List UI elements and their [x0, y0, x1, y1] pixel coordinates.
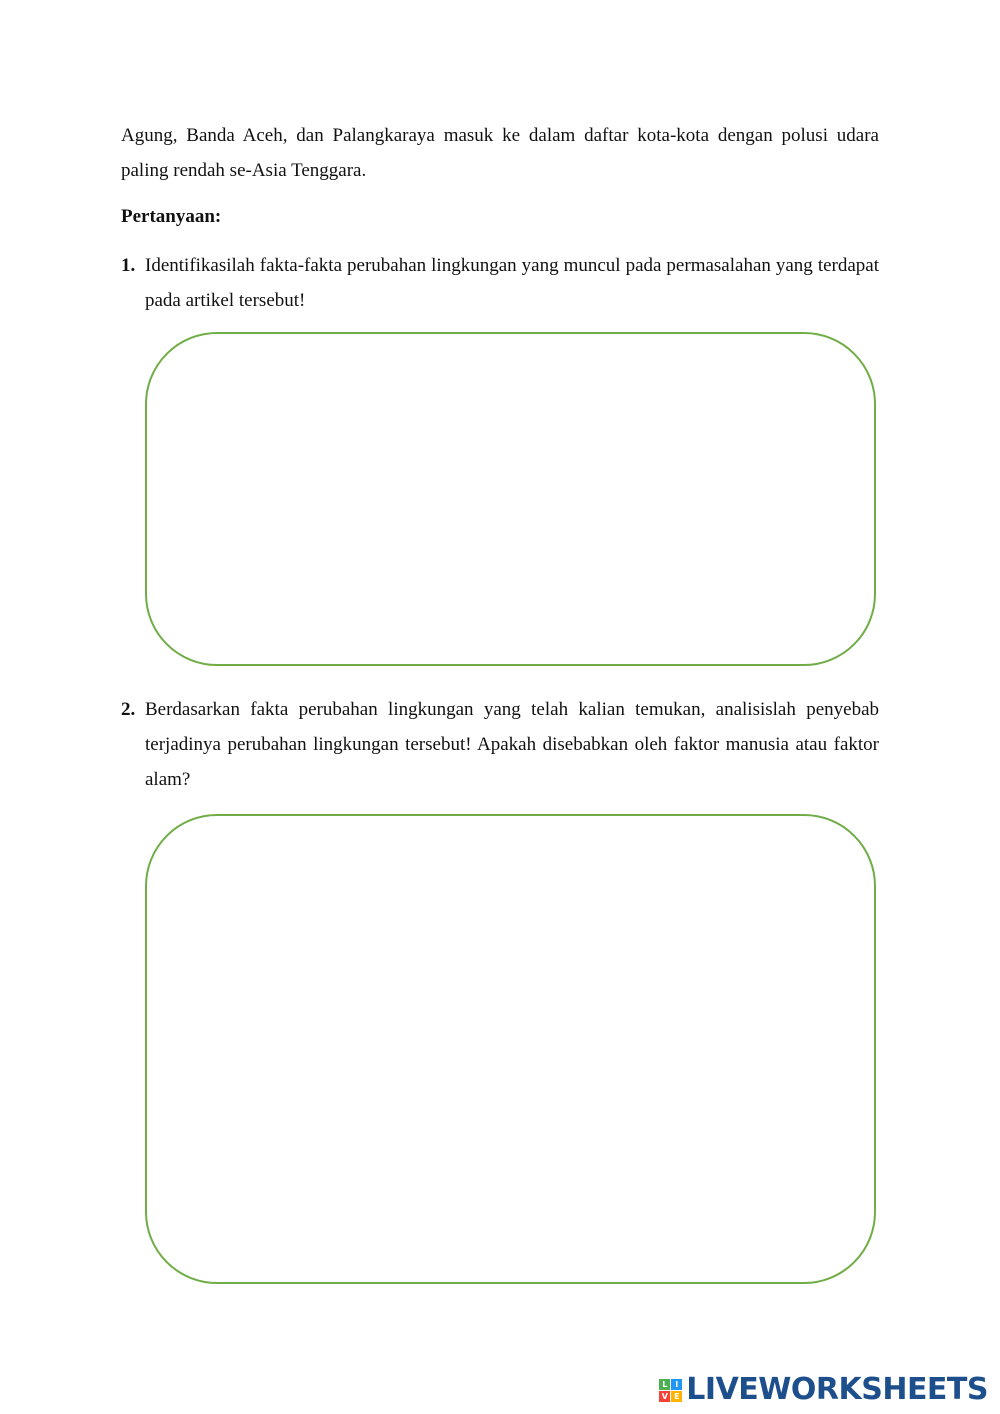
logo-tile-i: I [671, 1379, 682, 1390]
liveworksheets-brand [659, 1374, 988, 1406]
logo-tile-l: L [659, 1379, 670, 1390]
question-2-text: Berdasarkan fakta perubahan lingkungan yang telah kalian temukan, analisislah penyebab terjadinya perubahan lingkungan tersebut! Apakah disebabkan oleh faktor manusia atau faktor alam? [145, 699, 879, 790]
liveworksheets-logo-icon [659, 1379, 682, 1402]
logo-tile-e: E [671, 1391, 682, 1402]
question-1 [121, 248, 879, 318]
question-1-text: Identifikasilah fakta-fakta perubahan lingkungan yang muncul pada permasalahan yang terdapat pada artikel tersebut! [145, 255, 879, 311]
questions-heading: Pertanyaan: [121, 206, 222, 227]
answer-box-2[interactable] [145, 814, 876, 1284]
question-1-number: 1. [121, 255, 136, 276]
question-2-number: 2. [121, 699, 136, 720]
brand-name: LIVEWORKSHEETS [686, 1372, 988, 1407]
question-2 [121, 692, 879, 797]
answer-box-1[interactable] [145, 332, 876, 666]
intro-paragraph: Agung, Banda Aceh, dan Palangkaraya masuk ke dalam daftar kota-kota dengan polusi udara paling rendah se-Asia Tenggara. [121, 125, 879, 181]
logo-tile-v: V [659, 1391, 670, 1402]
